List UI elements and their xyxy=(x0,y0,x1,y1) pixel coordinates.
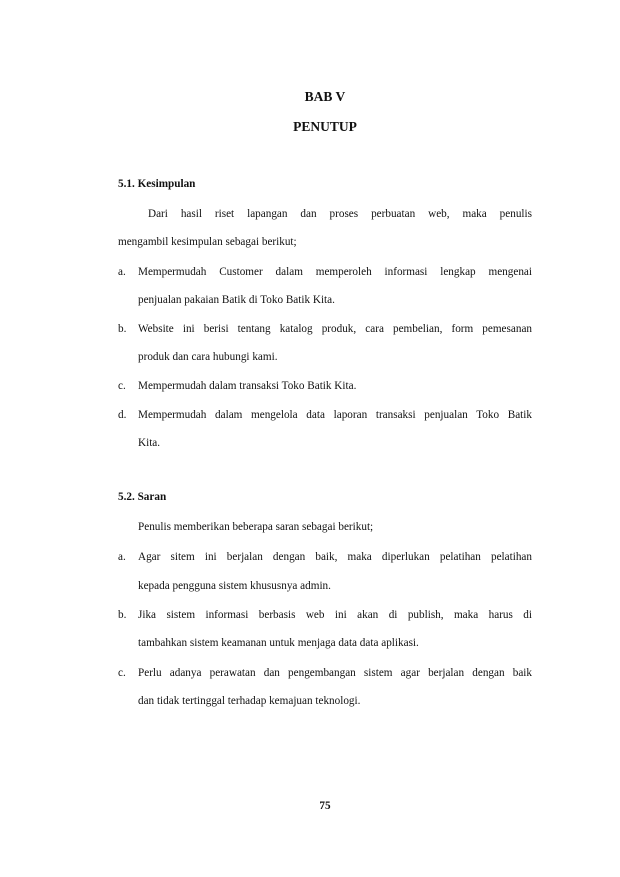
conclusion-item-text: produk dan cara hubungi kami. xyxy=(138,351,278,363)
suggestion-item-text: tambahkan sistem keamanan untuk menjaga data data aplikasi. xyxy=(138,637,419,649)
chapter-number: BAB V xyxy=(304,89,346,104)
conclusion-item-label: b. xyxy=(118,323,127,335)
section-heading-conclusion: 5.1. Kesimpulan xyxy=(118,178,196,190)
page-number: 75 xyxy=(319,800,331,812)
suggestion-item-text: kepada pengguna sistem khususnya admin. xyxy=(138,580,331,592)
conclusion-item-label: d. xyxy=(118,409,127,421)
suggestion-item-text: Agar sitem ini berjalan dengan baik, maka diperlukan pelatihan pelatihan xyxy=(138,551,532,563)
conclusion-intro-line-2: mengambil kesimpulan sebagai berikut; xyxy=(118,236,297,248)
suggestion-item-text: dan tidak tertinggal terhadap kemajuan teknologi. xyxy=(138,695,361,707)
section-heading-suggestion: 5.2. Saran xyxy=(118,491,167,503)
suggestion-item-label: b. xyxy=(118,609,127,621)
suggestion-intro: Penulis memberikan beberapa saran sebagai berikut; xyxy=(138,521,374,533)
suggestion-item-text: Perlu adanya perawatan dan pengembangan sistem agar berjalan dengan baik xyxy=(138,667,532,679)
conclusion-item-text: Mempermudah dalam transaksi Toko Batik Kita. xyxy=(138,380,357,392)
conclusion-item-label: c. xyxy=(118,380,126,392)
chapter-title: PENUTUP xyxy=(293,119,357,134)
conclusion-item-text: Mempermudah Customer dalam memperoleh informasi lengkap mengenai xyxy=(138,266,532,278)
suggestion-item-text: Jika sistem informasi berbasis web ini akan di publish, maka harus di xyxy=(138,609,532,621)
conclusion-item-label: a. xyxy=(118,266,126,278)
conclusion-item-text: Kita. xyxy=(138,437,161,449)
conclusion-item-text: Website ini berisi tentang katalog produk, cara pembelian, form pemesanan xyxy=(138,323,532,335)
suggestion-item-label: a. xyxy=(118,551,126,563)
conclusion-item-text: Mempermudah dalam mengelola data laporan transaksi penjualan Toko Batik xyxy=(138,409,532,421)
conclusion-intro-line-1: Dari hasil riset lapangan dan proses perbuatan web, maka penulis xyxy=(148,208,532,220)
conclusion-item-text: penjualan pakaian Batik di Toko Batik Kita. xyxy=(138,294,335,306)
suggestion-item-label: c. xyxy=(118,667,126,679)
